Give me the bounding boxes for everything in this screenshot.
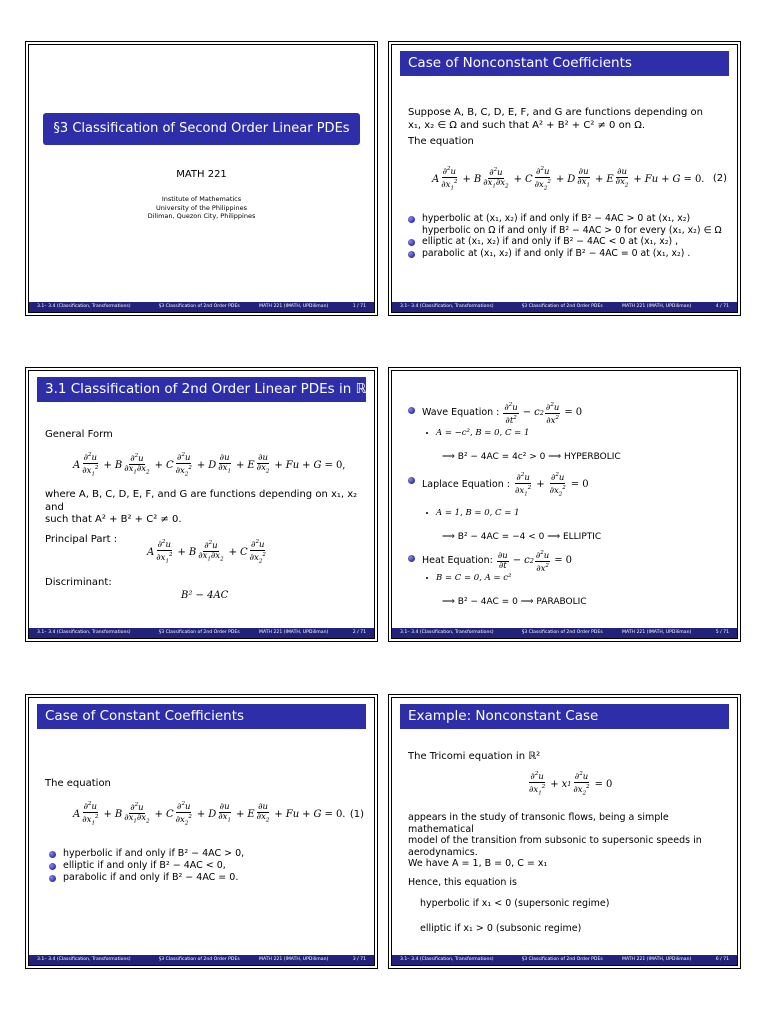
slide-4 [388,41,741,316]
slide-1-footer [29,302,374,312]
footer-course: MATH 221 (IMATH, UPDiliman) [622,957,692,962]
laplace-coefficients: A = 1, B = 0, C = 1 [436,508,520,518]
appears-line-3: aerodynamics. [408,846,478,858]
slide-3-footer [29,955,374,965]
equation-2: A $\frac{\partial^2u}{\partial x_1^2}$ + B $\frac{\partial^2u}{\partial x_1\partial x_2}$ + C $\frac{\partial^2u}{\partial x_2^2}$ + D $\frac{\partial u}{\partial x_1}$ + E $\frac{\partial u}{\partial x_2}$ + Fu + G = 0. [432,166,705,192]
footer-course: MATH 221 (IMATH, UPDiliman) [259,957,329,962]
slide-4-title: Case of Nonconstant Coefficients [400,51,729,76]
course-name: MATH 221 [176,169,227,180]
parabolic-point: parabolic at (x₁, x₂) if and only if B² − 4AC = 0 at (x₁, x₂) . [422,247,691,259]
slide-3 [25,694,378,969]
affiliation-line-1: Institute of Mathematics [161,195,242,203]
hyperbolic-domain: hyperbolic on Ω if and only if B² − 4AC > 0 for every (x₁, x₂) ∈ Ω [422,224,722,236]
general-form-equation: A $\frac{\partial^2u}{\partial x_1^2}$ + B $\frac{\partial^2u}{\partial x_1\partial x_2}$ + C $\frac{\partial^2u}{\partial x_2^2}$ + D $\frac{\partial u}{\partial x_1}$ + E $\frac{\partial u}{\partial x_2}$ + Fu + G = 0, [73,452,346,478]
elliptic-regime: elliptic if x₁ > 0 (subsonic regime) [420,923,582,934]
footer-course: MATH 221 (IMATH, UPDiliman) [622,304,692,309]
where-line-2: such that A² + B² + C² ≠ 0. [45,514,182,525]
bullet-icon [49,863,56,870]
appears-line-2: model of the transition from subsonic to supersonic speeds in [408,835,702,846]
slide-2 [25,367,378,642]
bullet-icon [408,216,415,223]
footer-page: 3 / 71 [352,957,366,962]
slide-6-title: Example: Nonconstant Case [400,704,729,729]
heat-coefficients: B = C = 0, A = c² [436,573,512,583]
wave-coefficients: A = −c², B = 0, C = 1 [436,428,530,438]
principal-part-label: Principal Part : [45,533,118,545]
slide-6-footer [392,955,737,965]
footer-course: MATH 221 (IMATH, UPDiliman) [259,630,329,635]
laplace-result: ⟹ B² − 4AC = −4 < 0 ⟹ ELLIPTIC [442,532,602,542]
footer-section: 3.1– 3.4 (Classification, Transformations) [400,630,494,635]
where-line-1: where A, B, C, D, E, F, and G are functions depending on x₁, x₂ and [45,489,358,513]
laplace-equation-label: Laplace Equation : [422,478,510,490]
discriminant-expression: B² − 4AC [181,590,229,601]
sub-bullet-icon [426,577,428,579]
principal-part-equation: A $\frac{\partial^2u}{\partial x_1^2}$ + B $\frac{\partial^2u}{\partial x_1\partial x_2}$ + C $\frac{\partial^2u}{\partial x_2^2}$ [147,539,266,565]
discriminant-label: Discriminant: [45,577,112,588]
tricomi-equation: $\frac{\partial^2u}{\partial x_1^2}$ + x 1 $\frac{\partial^2u}{\partial x_2^2}$ = 0 [529,771,613,797]
footer-section: 3.1– 3.4 (Classification, Transformations) [400,304,494,309]
hyperbolic-condition: hyperbolic if and only if B² − 4AC > 0, [63,848,245,859]
equation-1: A $\frac{\partial^2u}{\partial x_1^2}$ + B $\frac{\partial^2u}{\partial x_1\partial x_2}$ + C $\frac{\partial^2u}{\partial x_2^2}$ + D $\frac{\partial u}{\partial x_1}$ + E $\frac{\partial u}{\partial x_2}$ + Fu + G = 0. [73,801,346,827]
bullet-icon [408,477,415,484]
suppose-line-1: Suppose A, B, C, D, E, F, and G are functions depending on [408,107,703,118]
bullet-icon [408,555,415,562]
footer-chapter: §3 Classification of 2nd Order PDEs [522,630,603,635]
bullet-icon [49,875,56,882]
footer-page: 1 / 71 [352,304,366,309]
bullet-icon [49,851,56,858]
footer-section: 3.1– 3.4 (Classification, Transformations) [37,957,131,962]
elliptic-condition: elliptic if and only if B² − 4AC < 0, [63,860,226,871]
footer-chapter: §3 Classification of 2nd Order PDEs [522,304,603,309]
equation-2-number: (2) [712,173,727,184]
wave-equation-label: Wave Equation : [422,407,500,419]
sub-bullet-icon [426,432,428,434]
footer-chapter: §3 Classification of 2nd Order PDEs [159,630,240,635]
footer-page: 2 / 71 [352,630,366,635]
slide-2-title: 3.1 Classification of 2nd Order Linear PDEs in ℝ$^2$ [37,377,366,402]
footer-page: 6 / 71 [715,957,729,962]
slide-1 [25,41,378,316]
footer-course: MATH 221 (IMATH, UPDiliman) [622,630,692,635]
slide-5 [388,367,741,642]
footer-section: 3.1– 3.4 (Classification, Transformations) [400,957,494,962]
bullet-icon [408,239,415,246]
appears-line-1: appears in the study of transonic flows, being a simple mathematical [408,812,669,835]
slide-2-footer [29,628,374,638]
footer-chapter: §3 Classification of 2nd Order PDEs [522,957,603,962]
tricomi-intro: The Tricomi equation in ℝ² [408,751,541,762]
sub-bullet-icon [426,512,428,514]
footer-page: 5 / 71 [715,630,729,635]
footer-chapter: §3 Classification of 2nd Order PDEs [159,304,240,309]
the-equation-label: The equation [408,136,474,147]
footer-section: 3.1– 3.4 (Classification, Transformations) [37,304,131,309]
slide-4-footer [392,302,737,312]
footer-page: 4 / 71 [715,304,729,309]
slide-1-title: §3 Classification of Second Order Linear PDEs [53,121,350,136]
wave-equation: $\frac{\partial^2u}{\partial t^2}$ − c 2 $\frac{\partial^2u}{\partial x^2}$ = 0 [504,402,583,426]
slide-3-title: Case of Constant Coefficients [37,704,366,729]
hyperbolic-point: hyperbolic at (x₁, x₂) if and only if B² − 4AC > 0 at (x₁, x₂) [422,213,691,224]
hence-line: Hence, this equation is [408,876,517,888]
footer-section: 3.1– 3.4 (Classification, Transformations) [37,630,131,635]
affiliation-line-2: University of the Philippines [156,203,247,212]
equation-1-number: (1) [349,809,364,820]
hyperbolic-regime: hyperbolic if x₁ < 0 (supersonic regime) [420,898,610,909]
affiliation-line-3: Diliman, Quezon City, Philippines [147,212,256,220]
footer-chapter: §3 Classification of 2nd Order PDEs [159,957,240,962]
the-equation-label: The equation [45,778,111,789]
wave-result: ⟹ B² − 4AC = 4c² > 0 ⟹ HYPERBOLIC [442,452,621,462]
parabolic-condition: parabolic if and only if B² − 4AC = 0. [63,872,239,883]
bullet-icon [408,251,415,258]
slide-6 [388,694,741,969]
laplace-equation: $\frac{\partial^2u}{\partial x_1^2}$ + $\frac{\partial^2u}{\partial x_2^2}$ = 0 [515,472,589,498]
slide-1-title-box [43,113,360,145]
heat-equation: $\frac{\partial u}{\partial t}$ − c 2 $\frac{\partial^2u}{\partial x^2}$ = 0 [497,550,572,574]
elliptic-point: elliptic at (x₁, x₂) if and only if B² − 4AC < 0 at (x₁, x₂) , [422,236,679,247]
general-form-label: General Form [45,429,113,440]
heat-result: ⟹ B² − 4AC = 0 ⟹ PARABOLIC [442,597,587,607]
footer-course: MATH 221 (IMATH, UPDiliman) [259,304,329,309]
heat-equation-label: Heat Equation: [422,555,493,567]
suppose-line-2: x₁, x₂ ∈ Ω and such that A² + B² + C² ≠ 0 on Ω. [408,119,646,131]
bullet-icon [408,407,415,414]
coefficients-line: We have A = 1, B = 0, C = x₁ [408,858,548,869]
slide-5-footer [392,628,737,638]
